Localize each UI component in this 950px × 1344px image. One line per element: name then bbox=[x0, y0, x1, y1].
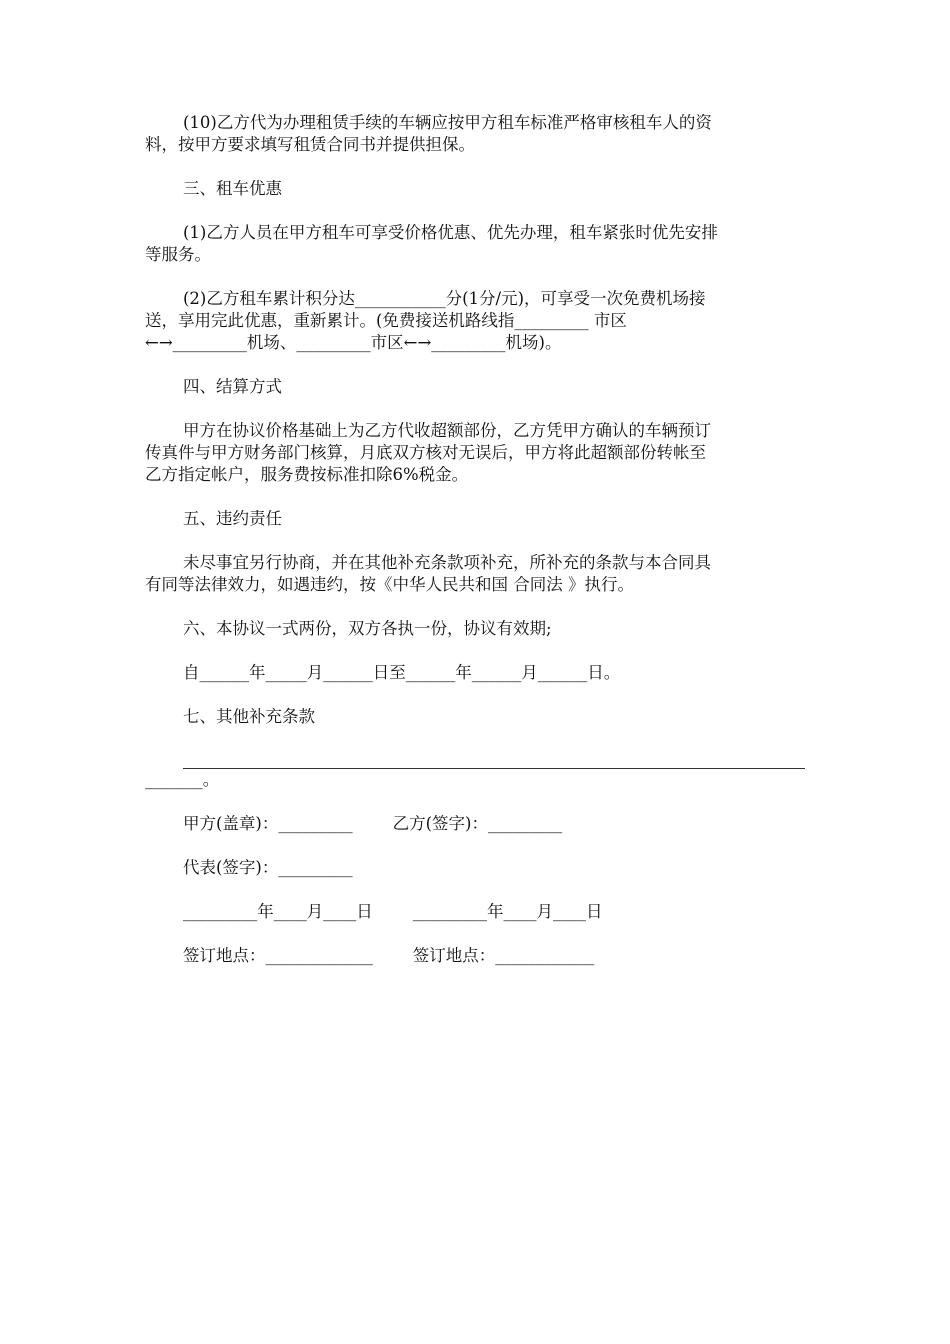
section-3-item-2-line-1: (2)乙方租车累计积分达___________分(1分/元)，可享受一次免费机场接 bbox=[183, 289, 706, 308]
section-6-title: 六、本协议一式两份，双方各执一份，协议有效期; bbox=[183, 619, 552, 638]
section-3-item-2-line-2: 送，享用完此优惠，重新累计。(免费接送机路线指_________ 市区 bbox=[145, 311, 627, 330]
section-5-title: 五、违约责任 bbox=[183, 509, 282, 528]
section-3-item-1-line-2: 等服务。 bbox=[145, 245, 211, 264]
section-3-title: 三、租车优惠 bbox=[183, 179, 282, 198]
section-3-item-1-line-1: (1)乙方人员在甲方租车可享受价格优惠、优先办理，租车紧张时优先安排 bbox=[183, 223, 718, 242]
party-b-place-field: 签订地点：____________ bbox=[412, 946, 595, 965]
clause-10-line-1: (10)乙方代为办理租赁手续的车辆应按甲方租车标准严格审核租车人的资 bbox=[183, 113, 712, 132]
party-b-date-field: _________年____月____日 bbox=[412, 902, 603, 921]
supplementary-terms-blank bbox=[145, 750, 805, 791]
section-3-item-2 bbox=[145, 288, 805, 354]
section-7-title: 七、其他补充条款 bbox=[183, 707, 315, 726]
validity-period: 自______年_____月______日至______年______月______日。 bbox=[183, 663, 621, 682]
section-3-item-1 bbox=[145, 222, 805, 266]
representative-signature-field: 代表(签字)：_________ bbox=[183, 858, 353, 877]
clause-10 bbox=[145, 112, 805, 156]
clause-10-line-2: 料，按甲方要求填写租赁合同书并提供担保。 bbox=[145, 135, 475, 154]
section-4-body bbox=[145, 420, 805, 486]
section-4-line-1: 甲方在协议价格基础上为乙方代收超额部份，乙方凭甲方确认的车辆预订 bbox=[183, 421, 711, 440]
document-page bbox=[145, 112, 805, 989]
party-a-date-field: _________年____月____日 bbox=[183, 902, 373, 921]
section-4-line-3: 乙方指定帐户，服务费按标准扣除6%税金。 bbox=[145, 465, 469, 484]
supplementary-terms-end: _______。 bbox=[145, 770, 220, 789]
section-4-title: 四、结算方式 bbox=[183, 377, 282, 396]
section-5-body bbox=[145, 552, 805, 596]
party-b-signature-field: 乙方(签字)：_________ bbox=[392, 814, 563, 833]
section-5-line-2: 有同等法律效力，如遇违约，按《中华人民共和国 合同法 》执行。 bbox=[145, 575, 634, 594]
section-3-item-2-line-3: ←→_________机场、_________市区←→_________机场)。 bbox=[145, 333, 562, 352]
party-a-place-field: 签订地点：_____________ bbox=[183, 946, 373, 965]
section-5-line-1: 未尽事宜另行协商，并在其他补充条款项补充，所补充的条款与本合同具 bbox=[183, 553, 711, 572]
supplementary-terms-rule bbox=[183, 750, 805, 769]
party-a-seal-field: 甲方(盖章)：_________ bbox=[183, 814, 353, 833]
signature-row-places bbox=[183, 945, 805, 967]
signature-row-parties bbox=[183, 813, 805, 835]
signature-row-dates bbox=[183, 901, 805, 923]
section-4-line-2: 传真件与甲方财务部门核算，月底双方核对无误后，甲方将此超额部份转帐至 bbox=[145, 443, 706, 462]
